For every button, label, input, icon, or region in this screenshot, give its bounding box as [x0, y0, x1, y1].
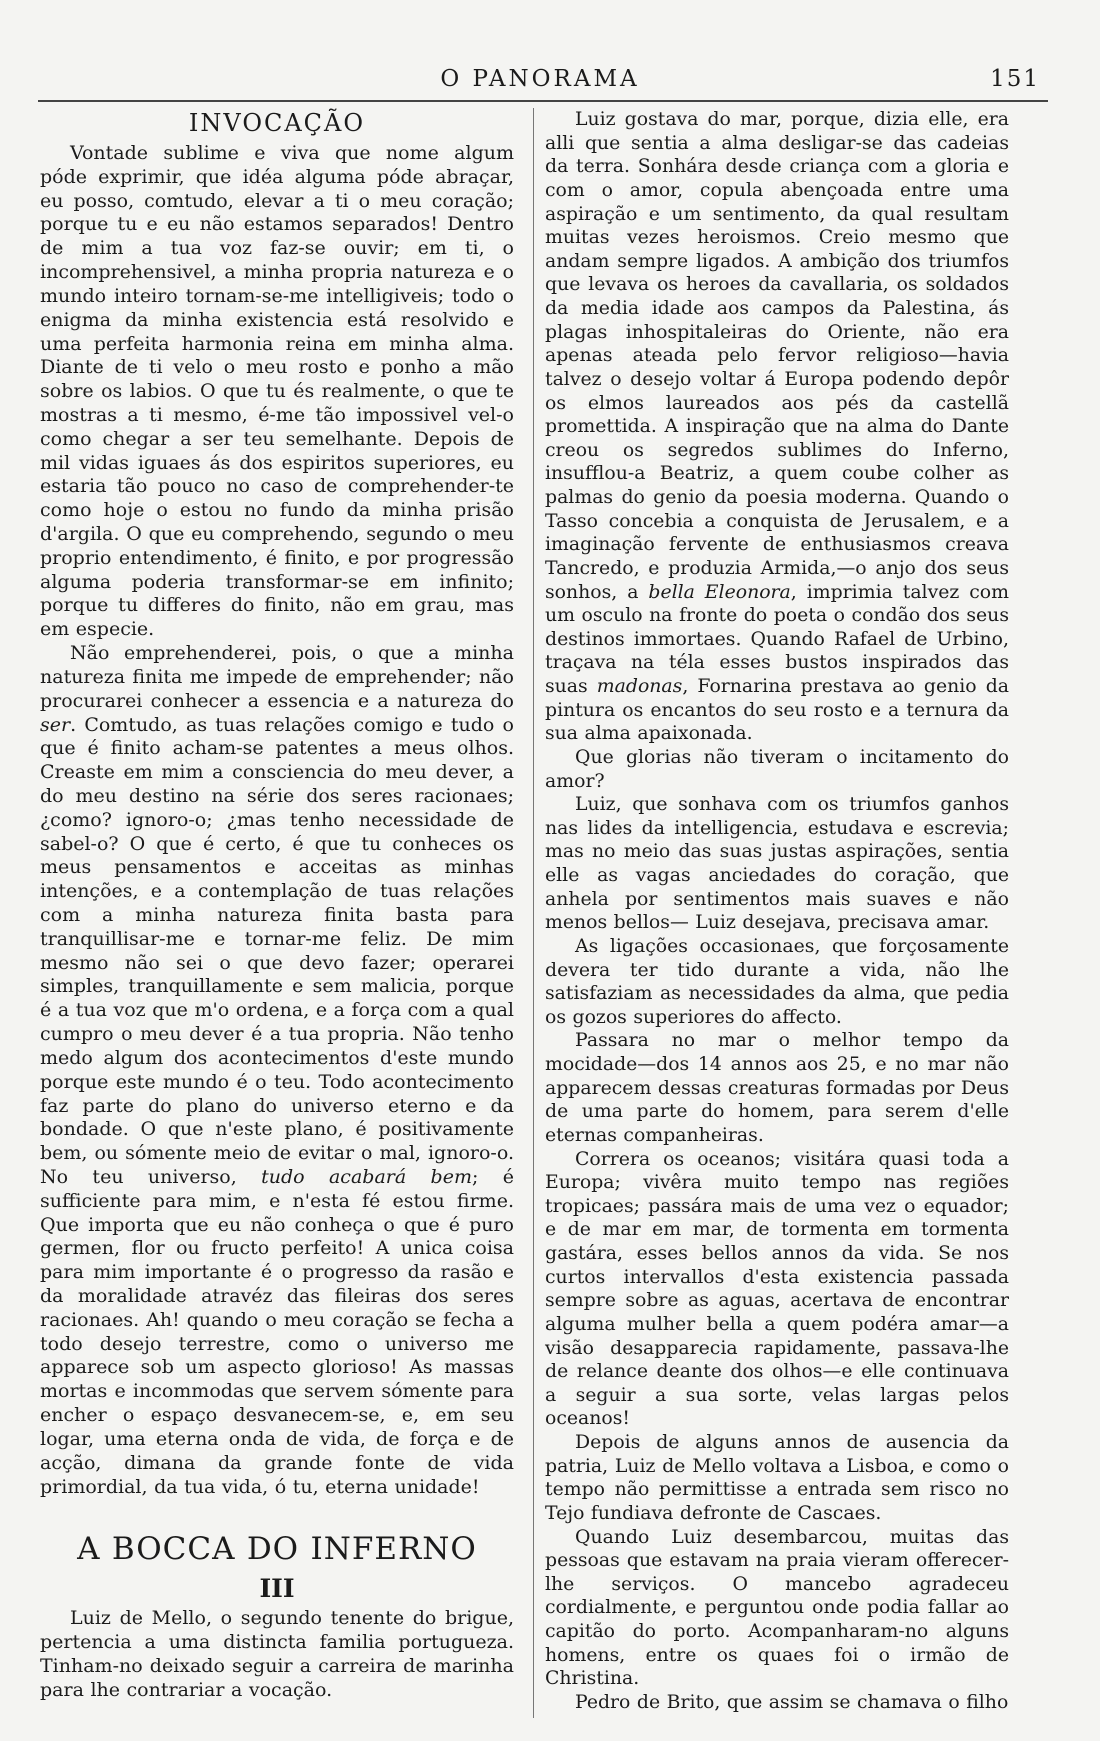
emphasis-text: ser — [40, 713, 71, 736]
text-run: , Fornarina prestava ao genio da pintura os encantos do seu rosto e a ternura da sua alma apaixonada. — [545, 676, 1009, 745]
paragraph: Quando Luiz desembarcou, muitas das pessoas que estavam na praia vieram offerecer-lhe serviços. O mancebo agradeceu cordialmente, e perguntou onde podia fallar ao capitão do porto. Acompanharam-no alguns homens, entre os quaes foi o irmão de Christina. — [545, 1526, 1009, 1690]
header-rule — [38, 100, 1048, 102]
paragraph — [545, 108, 1009, 746]
emphasis-text: madonas — [596, 676, 683, 697]
section-title-invocacao: INVOCAÇÃO — [188, 109, 366, 137]
text-run: Não emprehenderei, pois, o que a minha natureza finita me impede de emprehender; não procurarei conhecer a essencia e a natureza do — [40, 642, 514, 712]
page-number: 151 — [990, 66, 1040, 92]
column-divider — [533, 108, 534, 1718]
paragraph: Que glorias não tiveram o incitamento do amor? — [545, 746, 1009, 792]
emphasis-text: tudo acabará bem — [261, 1165, 472, 1188]
paragraph: Vontade sublime e viva que nome algum póde exprimir, que idéa alguma póde abraçar, eu posso, comtudo, elevar a ti o meu coração; porque tu e eu não estamos separados! Dentro de mim a tua voz faz-se ouvir; em ti, o incomprehensivel, a minha propria natureza e o mundo inteiro tornam-se-me intelligiveis; todo o enigma da minha existencia está resolvido e uma perfeita harmonia reina em minha alma. Diante de ti velo o meu rosto e ponho a mão sobre os labios. O que tu és realmente, o que te mostras a ti mesmo, é-me tão impossivel vel-o como chegar a ser teu semelhante. Depois de mil vidas iguaes ás dos espiritos superiores, eu estaria tão pouco no caso de comprehender-te como hoje o estou no fundo da minha prisão d'argila. O que eu comprehendo, segundo o meu proprio entendimento, é finito, e por progressão alguma poderia transformar-se em infinito; porque tu differes do finito, não em grau, mas em especie. — [40, 142, 514, 641]
paragraph — [40, 642, 514, 1499]
emphasis-text: bella Eleonora — [648, 581, 791, 603]
section-title-bocca-do-inferno: A BOCCA DO INFERNO — [77, 1531, 477, 1568]
paragraph: Correra os oceanos; visitára quasi toda a Europa; vivêra muito tempo nas regiões tropicaes; passára mais de uma vez o equador; e de mar em mar, de tormenta em tormenta gastára, esses bellos annos da vida. Se nos curtos intervallos d'esta existencia passada sempre sobre as aguas, acertava de encontrar alguma mulher bella a quem podéra amar—a visão desapparecia rapidamente, passava-lhe de relance deante dos olhos—e elle continuava a seguir a sua sorte, velas largas pelos oceanos! — [545, 1148, 1009, 1430]
right-column — [545, 108, 1009, 1715]
paragraph: As ligações occasionaes, que forçosamente devera ter tido durante a vida, não lhe satisfaziam as necessidades da alma, que pedia os gozos superiores do affecto. — [545, 935, 1009, 1028]
paragraph: Pedro de Brito, que assim se chamava o filho — [575, 1691, 1009, 1713]
text-run: ; é sufficiente para mim, e n'esta fé estou firme. Que importa que eu não conheça o que é puro germen, flor ou fructo perfeito! A unica coisa para mim importante é o progresso da rasão e da moralidade atravéz das fileiras dos seres racionaes. Ah! quando o meu coração se fecha a todo desejo terrestre, como o universo me apparece sob um aspecto glorioso! As massas mortas e incommodas que servem sómente para encher o espaço desvanecem-se, e, em seu logar, uma eterna onda de vida, de força e de acção, dimana da grande fonte de vida primordial, da tua vida, ó tu, eterna unidade! — [40, 1165, 515, 1498]
text-run: Luiz gostava do mar, porque, dizia elle, era alli que sentia a alma desligar-se das cadeias da terra. Sonhára desde criança com a gloria e com o amor, copula abençoada entre uma aspiração e um sentimento, da qual resultam muitas vezes heroismos. Creio mesmo que andam sempre ligados. A ambição dos triumfos que levava os heroes da cavallaria, os soldados da media idade aos campos da Palestina, ás plagas inhospitaleiras do Oriente, não era apenas ateada pelo fervor religioso—havia talvez o desejo voltar á Europa podendo depôr os elmos laureados aos pés da castellã promettida. A inspiração que na alma do Dante creou os segredos sublimes do Inferno, insufflou-a Beatriz, a quem coube colher as palmas do genio da poesia moderna. Quando o Tasso concebia a conquista de Jerusalem, e a imaginação fervente de enthusiasmos creava Tancredo, e produzia Armida,—o anjo dos seus sonhos, a — [545, 109, 1009, 603]
paragraph: Luiz, que sonhava com os triumfos ganhos nas lides da intelligencia, estudava e escrevia; mas no meio das suas justas aspirações, sentia elle as vagas anciedades do coração, que anhela por sentimentos mais suaves e não menos bellos— Luiz desejava, precisava amar. — [545, 794, 1009, 934]
left-column — [40, 108, 514, 1703]
publication-title: O PANORAMA — [440, 66, 640, 92]
paragraph: Passara no mar o melhor tempo da mocidade—dos 14 annos aos 25, e no mar não apparecem dessas creaturas formadas por Deus de uma parte do homem, para serem d'elle eternas companheiras. — [545, 1030, 1009, 1146]
chapter-number: III — [259, 1574, 295, 1604]
paragraph: Luiz de Mello, o segundo tenente do brigue, pertencia a uma distincta familia portugueza. Tinham-no deixado seguir a carreira de marinha para lhe contrariar a vocação. — [40, 1607, 514, 1701]
paragraph: Depois de alguns annos de ausencia da patria, Luiz de Mello voltava a Lisboa, e como o tempo não permittisse a entrada sem risco no Tejo fundiava defronte de Cascaes. — [545, 1432, 1009, 1524]
text-run: , imprimia talvez com um osculo na fronte do poeta o condão dos seus destinos immortaes. Quando Rafael de Urbino, traçava na téla esses bustos inspirados das suas — [545, 581, 1009, 697]
text-run: . Comtudo, as tuas relações comigo e tudo o que é finito acham-se patentes a meus olhos. Creaste em mim a consciencia do meu dever, a do meu destino na série dos seres racionaes; ¿como? ignoro-o; ¿mas tenho necessidade de sabel-o? O que é certo, é que tu conheces os meus pensamentos e acceitas as minhas intenções, e a contemplação de tuas relações com a minha natureza finita basta para tranquillisar-me e tornar-me feliz. De mim mesmo não sei o que devo fazer; operarei simples, tranquillamente e sem malicia, porque é a tua voz que m'o ordena, e a força com a qual cumpro o meu dever é a tua propria. Não tenho medo algum dos acontecimentos d'este mundo porque este mundo é o teu. Todo acontecimento faz parte do plano do universo eterno e da bondade. O que n'este plano, é positivamente bem, ou sómente meio de evitar o mal, ignoro-o. No teu universo, — [40, 713, 514, 1188]
